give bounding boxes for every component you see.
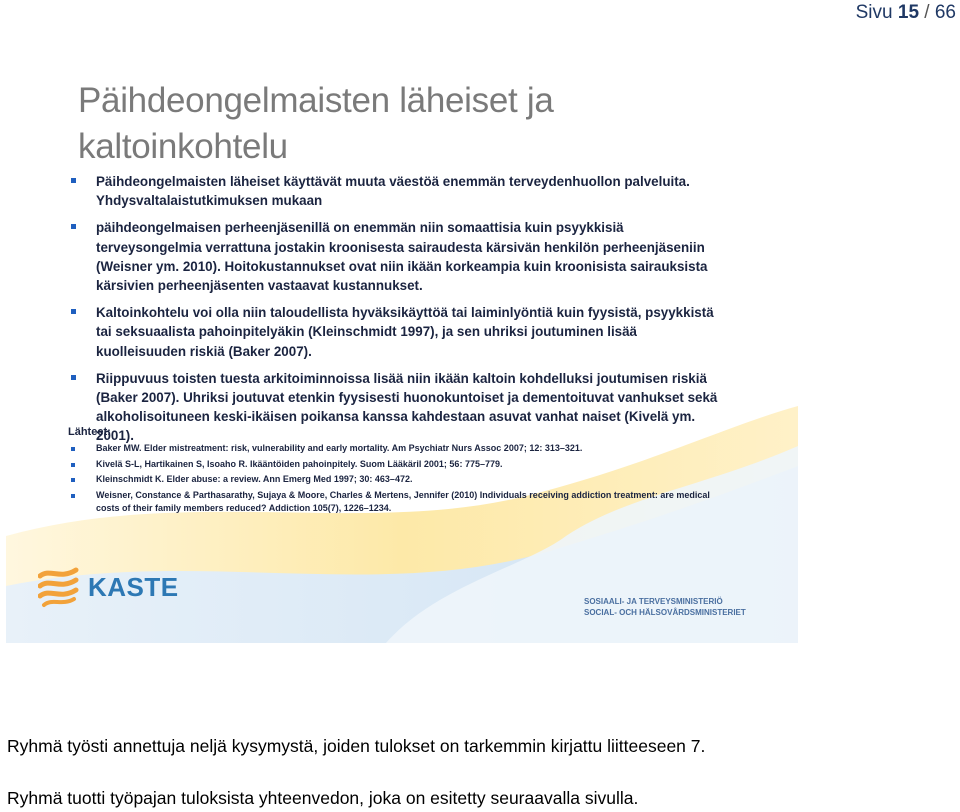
page-current: 15 bbox=[897, 2, 920, 23]
references-heading: Lähteet: bbox=[68, 426, 111, 438]
slide-title: Päihdeongelmaisten läheiset ja kaltoinkohtelu bbox=[78, 81, 554, 166]
bullet-marker-icon bbox=[71, 494, 75, 498]
page-label: Sivu bbox=[855, 2, 893, 23]
bullet-marker-icon bbox=[71, 478, 75, 482]
reference-item bbox=[68, 489, 728, 516]
slide-bullet bbox=[68, 303, 728, 361]
page-total: 66 bbox=[934, 2, 956, 23]
bullet-marker-icon bbox=[71, 224, 76, 229]
slide-bullet-list bbox=[68, 172, 728, 454]
reference-text: Kleinschmidt K. Elder abuse: a review. Ann Emerg Med 1997; 30: 463–472. bbox=[96, 474, 413, 484]
reference-item bbox=[68, 442, 728, 456]
ministry-name-fi: SOSIAALI- JA TERVEYSMINISTERIÖ bbox=[584, 597, 723, 606]
page-number bbox=[856, 2, 956, 24]
bullet-marker-icon bbox=[71, 309, 76, 314]
bullet-marker-icon bbox=[71, 463, 75, 467]
reference-item bbox=[68, 473, 728, 487]
kaste-wave-icon bbox=[38, 566, 80, 608]
reference-item bbox=[68, 458, 728, 472]
kaste-logo-text: KASTE bbox=[88, 571, 179, 602]
ministry-logo bbox=[584, 596, 746, 618]
slide-bullet-text: Riippuvuus toisten tuesta arkitoiminnoissa lisää niin ikään kaltoin kohdelluksi joutumisen riskiä (Baker 2007). Uhriksi joutuvat etenkin fyysisesti huonokuntoiset ja dementoituvat vanhukset sekä alkoholisoituneen keski-ikäisen poikansa kanssa kahdestaan asuvat vanhat naiset (Kivelä ym. 2001). bbox=[96, 370, 718, 444]
slide-bullet-text: päihdeongelmaisen perheenjäsenillä on enemmän niin somaattisia kuin psyykkisiä terveysongelmia verrattuna jostakin kroonisesta sairaudesta kärsivän henkilön perheenjäseniin (Weisner ym. 2010). Hoitokustannukset ovat niin ikään korkeampia kuin kroonisista sairauksista kärsivien perheenjäsenten vastaavat kustannukset. bbox=[96, 220, 708, 294]
reference-text: Kivelä S-L, Hartikainen S, Isoaho R. Ikääntöiden pahoinpitely. Suom Lääkäril 2001; 56: 775–779. bbox=[96, 458, 503, 469]
kaste-logo bbox=[38, 562, 179, 612]
slide-image bbox=[6, 66, 798, 643]
references bbox=[68, 426, 728, 518]
slide-bullet bbox=[68, 218, 728, 295]
bullet-marker-icon bbox=[71, 447, 75, 451]
reference-text: Weisner, Constance & Parthasarathy, Sujaya & Moore, Charles & Mertens, Jennifer (2010) Individuals receiving addiction treatment: are medical costs of their family members reduced? Addiction 105(7), 1226–1234. bbox=[96, 489, 710, 513]
page-separator: / bbox=[924, 2, 930, 23]
caption-paragraph: Ryhmä työsti annettuja neljä kysymystä, joiden tulokset on tarkemmin kirjattu liitteeseen 7. bbox=[7, 736, 706, 756]
ministry-name-sv: SOCIAL- OCH HÄLSOVÅRDSMINISTERIET bbox=[584, 608, 746, 617]
reference-text: Baker MW. Elder mistreatment: risk, vulnerability and early mortality. Am Psychiatr Nurs Assoc 2007; 12: 313–321. bbox=[96, 443, 583, 453]
bullet-marker-icon bbox=[71, 178, 76, 183]
caption-paragraph: Ryhmä tuotti työpajan tuloksista yhteenvedon, joka on esitetty seuraavalla sivulla. bbox=[7, 788, 639, 808]
slide-bullet bbox=[68, 172, 728, 210]
slide-bullet-text: Kaltoinkohtelu voi olla niin taloudellista hyväksikäyttöä tai laiminlyöntiä kuin fyysistä, psyykkistä tai seksuaalista pahoinpitelyäkin (Kleinschmidt 1997), ja sen uhriksi joutuminen lisää kuolleisuuden riskiä (Baker 2007). bbox=[96, 305, 714, 359]
slide-bullet-text: Päihdeongelmaisten läheiset käyttävät muuta väestöä enemmän terveydenhuollon palveluita. Yhdysvaltalaistutkimuksen mukaan bbox=[96, 174, 690, 209]
bullet-marker-icon bbox=[71, 375, 76, 380]
